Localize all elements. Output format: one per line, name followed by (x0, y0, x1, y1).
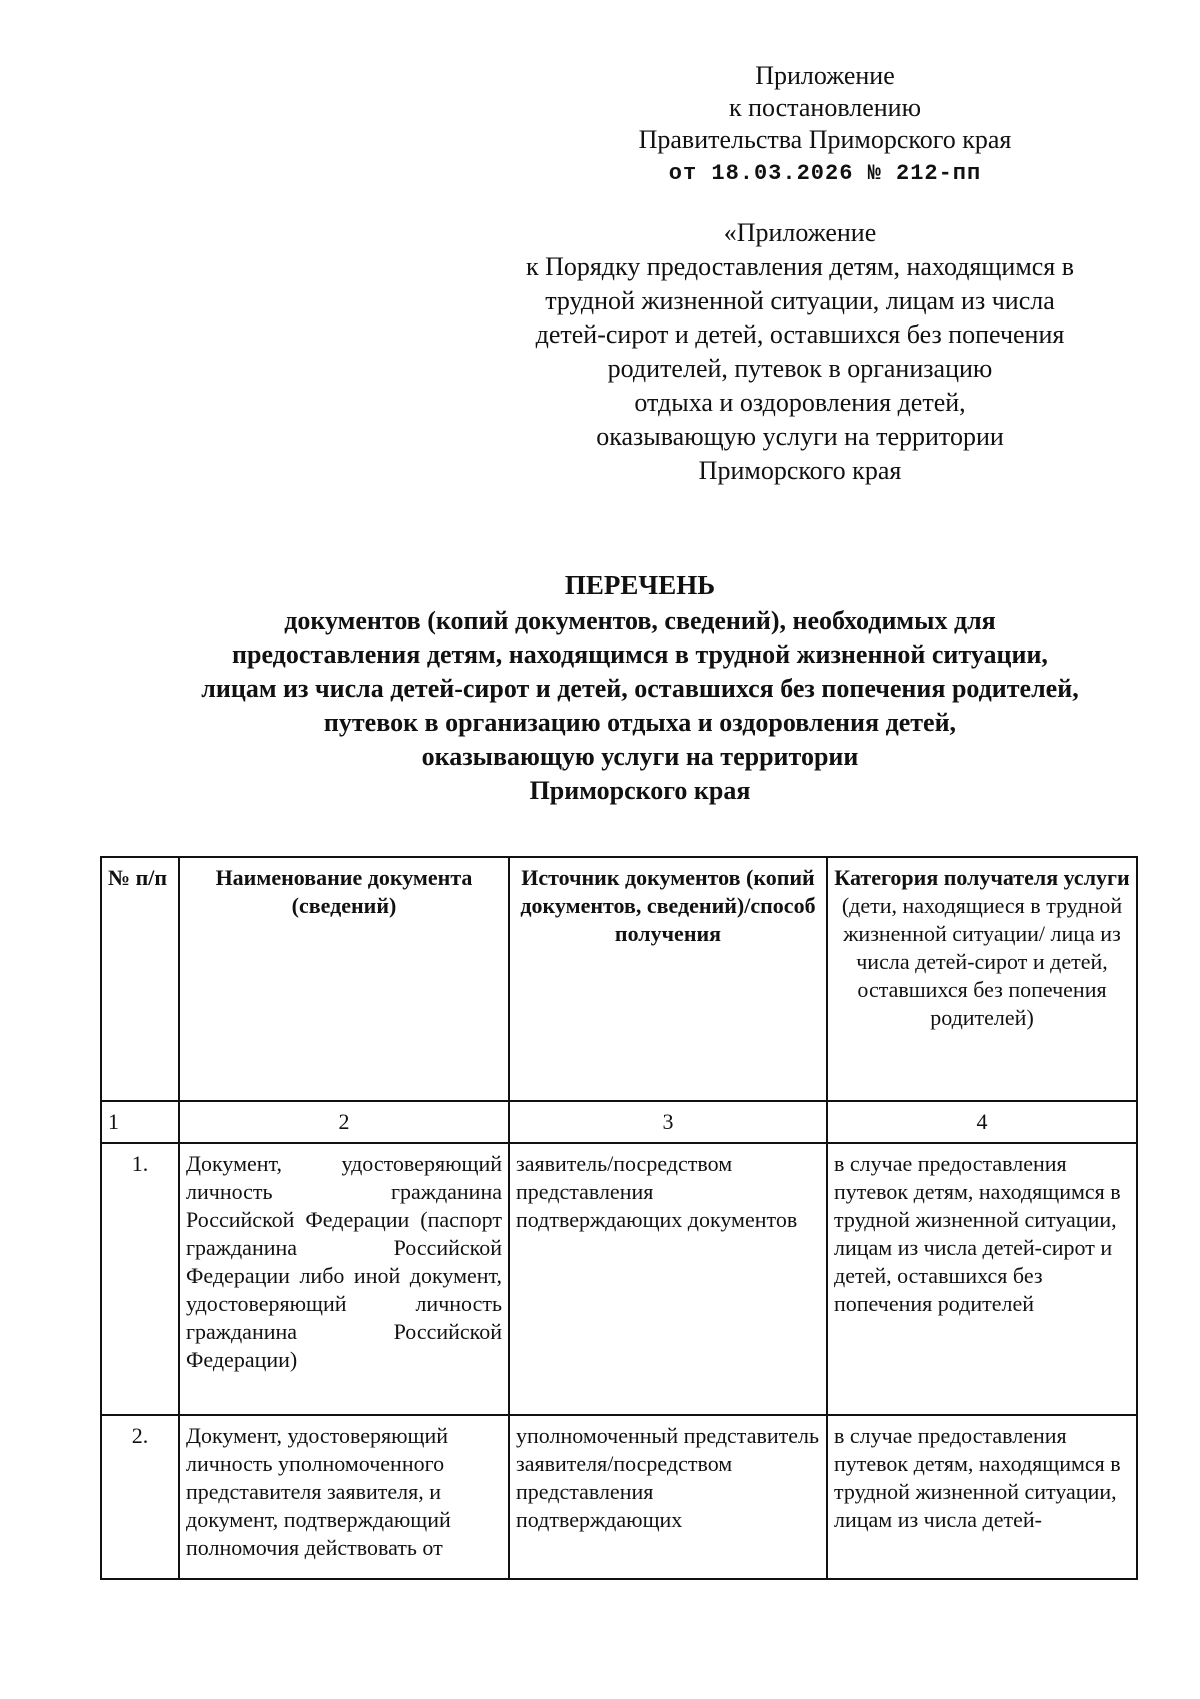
appendix-header (590, 60, 1060, 190)
column-number: 3 (509, 1101, 827, 1143)
header-category-title: Категория получателя услуги (834, 865, 1130, 890)
row-category: в случае предоставления путевок детям, находящимся в трудной жизненной ситуации, лицам из числа детей-сирот и детей, оставшихся без попечения родителей (827, 1143, 1137, 1415)
title-line: Приморского края (529, 776, 751, 805)
documents-table (100, 856, 1138, 1580)
title-line: путевок в организацию отдыха и оздоровления детей, (323, 708, 957, 737)
title-line: оказывающую услуги на территории (421, 742, 859, 771)
title-line: лицам из числа детей-сирот и детей, оставшихся без попечения родителей, (201, 674, 1079, 703)
sub-appendix-line: «Приложение (723, 218, 877, 247)
sub-appendix-line: трудной жизненной ситуации, лицам из числа (545, 286, 1055, 315)
column-numbers-row (101, 1101, 1137, 1143)
sub-appendix-line: детей-сирот и детей, оставшихся без попечения (535, 320, 1065, 349)
row-number: 2. (101, 1415, 179, 1579)
column-number: 4 (827, 1101, 1137, 1143)
sub-appendix-line: оказывающую услуги на территории (596, 422, 1004, 451)
row-document-name: Документ, удостоверяющий личность гражданина Российской Федерации (паспорт гражданина Российской Федерации либо иной документ, удостоверяющий личность гражданина Российской Федерации) (179, 1143, 509, 1415)
row-source: уполномоченный представитель заявителя/посредством представления подтверждающих (509, 1415, 827, 1579)
row-number: 1. (101, 1143, 179, 1415)
column-number: 2 (179, 1101, 509, 1143)
decree-number: от 18.03.2026 № 212-пп (668, 161, 982, 186)
title-line: документов (копий документов, сведений), необходимых для (284, 606, 996, 635)
table-header-row (101, 857, 1137, 1101)
document-title (60, 568, 1200, 808)
sub-appendix-line: родителей, путевок в организацию (607, 354, 993, 383)
row-category: в случае предоставления путевок детям, находящимся в трудной жизненной ситуации, лицам из числа детей- (827, 1415, 1137, 1579)
title-line: предоставления детям, находящимся в трудной жизненной ситуации, (232, 640, 1048, 669)
header-category-note: (дети, находящиеся в трудной жизненной ситуации/ лица из числа детей-сирот и детей, оставшихся без попечения родителей) (841, 893, 1123, 1030)
appendix-line: Правительства Приморского края (638, 125, 1012, 154)
header-document-name: Наименование документа (сведений) (179, 857, 509, 1101)
header-number: № п/п (101, 857, 179, 1101)
table-row (101, 1143, 1137, 1415)
title-main: ПЕРЕЧЕНЬ (564, 570, 716, 600)
sub-appendix-line: к Порядку предоставления детям, находящимся в (525, 252, 1075, 281)
column-number: 1 (101, 1101, 179, 1143)
header-category (827, 857, 1137, 1101)
row-document-name: Документ, удостоверяющий личность уполномоченного представителя заявителя, и документ, подтверждающий полномочия действовать от (179, 1415, 509, 1579)
header-source: Источник документов (копий документов, сведений)/способ получения (509, 857, 827, 1101)
sub-appendix-header (470, 216, 1130, 488)
table-row (101, 1415, 1137, 1579)
sub-appendix-line: Приморского края (698, 456, 902, 485)
appendix-line: Приложение (755, 61, 895, 90)
sub-appendix-line: отдыха и оздоровления детей, (634, 388, 966, 417)
appendix-line: к постановлению (728, 93, 922, 122)
row-source: заявитель/посредством представления подтверждающих документов (509, 1143, 827, 1415)
